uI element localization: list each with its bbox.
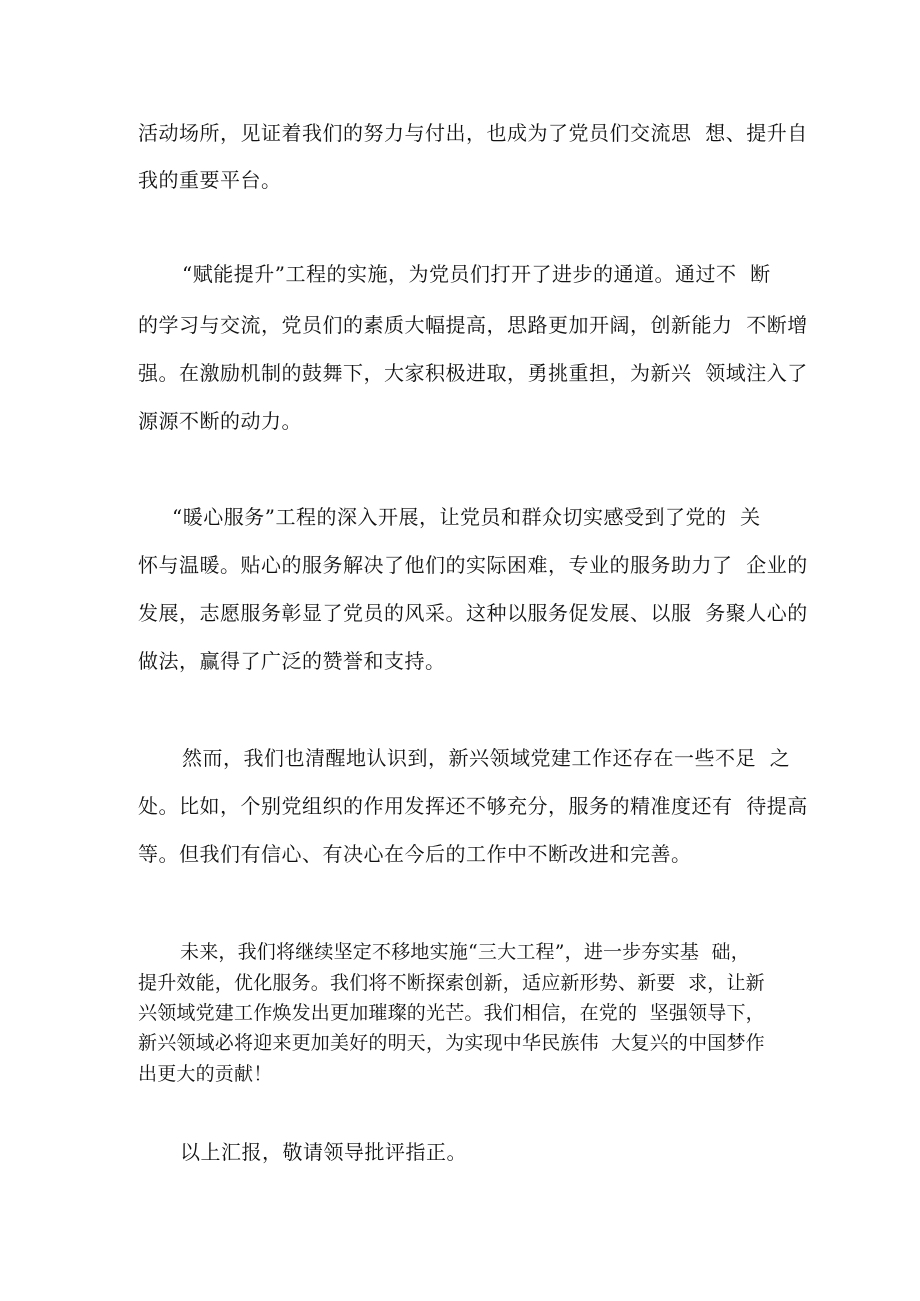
paragraph-line: 强。在激励机制的鼓舞下，大家积极进取，勇挑重担，为新兴 领域注入了 bbox=[138, 361, 808, 385]
paragraph-line: 活动场所，见证着我们的努力与付出，也成为了党员们交流思 想、提升自 bbox=[138, 121, 808, 145]
paragraph-line: 我的重要平台。 bbox=[138, 168, 282, 192]
paragraph-line: 处。比如，个别党组织的作用发挥还不够充分，服务的精准度还有 待提高 bbox=[138, 794, 808, 818]
paragraph-line: “赋能提升”工程的实施，为党员们打开了进步的通道。通过不 断 bbox=[182, 262, 771, 286]
paragraph-line: 的学习与交流，党员们的素质大幅提高，思路更加开阔，创新能力 不断增 bbox=[138, 313, 808, 337]
paragraph-line: 兴领域党建工作焕发出更加璀璨的光芒。我们相信，在党的 坚强领导下， bbox=[138, 1002, 765, 1024]
paragraph-line: 怀与温暖。贴心的服务解决了他们的实际困难，专业的服务助力了 企业的 bbox=[138, 553, 808, 577]
paragraph-line: 未来，我们将继续坚定不移地实施“三大工程”，进一步夯实基 础， bbox=[180, 941, 750, 963]
closing-line: 以上汇报，敬请领导批评指正。 bbox=[180, 1140, 467, 1164]
paragraph-line: 新兴领域必将迎来更加美好的明天，为实现中华民族伟 大复兴的中国梦作 bbox=[138, 1032, 765, 1054]
paragraph-line: 出更大的贡献！ bbox=[138, 1063, 273, 1085]
paragraph-line: 源源不断的动力。 bbox=[138, 409, 302, 433]
paragraph-line: 发展，志愿服务彰显了党员的风采。这种以服务促发展、以服 务聚人心的 bbox=[138, 601, 808, 625]
paragraph-line: 提升效能，优化服务。我们将不断探索创新，适应新形势、新要 求，让新 bbox=[138, 972, 765, 994]
paragraph-line: 做法，赢得了广泛的赞誉和支持。 bbox=[138, 649, 446, 673]
paragraph-line: 等。但我们有信心、有决心在今后的工作中不断改进和完善。 bbox=[138, 842, 692, 866]
paragraph-line: “暖心服务”工程的深入开展，让党员和群众切实感受到了党的 关 bbox=[172, 505, 761, 529]
paragraph-line: 然而，我们也清醒地认识到，新兴领域党建工作还存在一些不足 之 bbox=[182, 746, 791, 770]
